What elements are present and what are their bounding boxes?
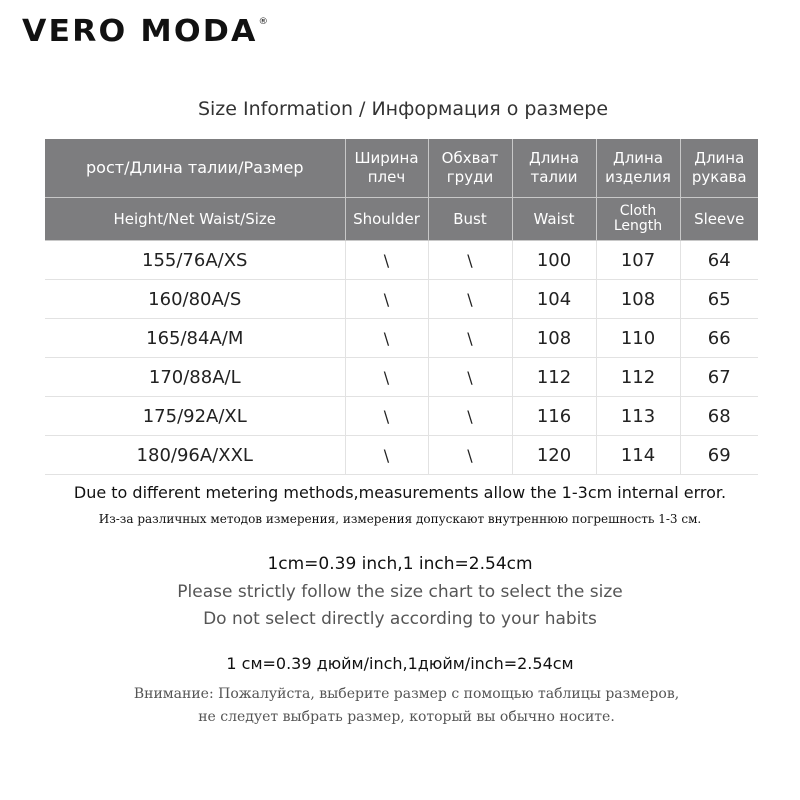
habits-note: Do not select directly according to your habits: [203, 609, 597, 629]
cell-bust: \: [428, 358, 512, 397]
cell-sleeve: 68: [680, 397, 758, 436]
cell-sleeve: 66: [680, 319, 758, 358]
attention-note-line2: не следует выбрать размер, который вы обычно носите.: [198, 709, 615, 725]
header-ru-size: рост/Длина талии/Размер: [45, 139, 345, 198]
cell-size: 165/84A/M: [45, 319, 345, 358]
cell-bust: \: [428, 397, 512, 436]
cell-sleeve: 65: [680, 280, 758, 319]
cell-bust: \: [428, 241, 512, 280]
cell-shoulder: \: [345, 319, 428, 358]
cell-waist: 120: [512, 436, 596, 475]
table-row: [45, 358, 758, 397]
table-row: [45, 436, 758, 475]
conversion-note-en: 1cm=0.39 inch,1 inch=2.54cm: [267, 554, 533, 574]
cell-size: 155/76A/XS: [45, 241, 345, 280]
cell-size: 170/88A/L: [45, 358, 345, 397]
cell-length: 108: [596, 280, 680, 319]
cell-sleeve: 69: [680, 436, 758, 475]
cell-shoulder: \: [345, 280, 428, 319]
cell-waist: 100: [512, 241, 596, 280]
cell-bust: \: [428, 436, 512, 475]
header-ru-waist: Длина талии: [512, 139, 596, 198]
cell-shoulder: \: [345, 241, 428, 280]
cell-waist: 108: [512, 319, 596, 358]
cell-length: 113: [596, 397, 680, 436]
cell-shoulder: \: [345, 436, 428, 475]
conversion-note-ru: 1 см=0.39 дюйм/inch,1дюйм/inch=2.54см: [226, 654, 574, 673]
cell-waist: 104: [512, 280, 596, 319]
cell-sleeve: 64: [680, 241, 758, 280]
header-ru-sleeve: Длина рукава: [680, 139, 758, 198]
header-en-shoulder: Shoulder: [345, 198, 428, 241]
follow-size-chart-note: Please strictly follow the size chart to select the size: [177, 582, 623, 602]
error-note-en: Due to different metering methods,measurements allow the 1-3cm internal error.: [73, 483, 727, 502]
cell-bust: \: [428, 280, 512, 319]
table-row: [45, 280, 758, 319]
error-note-ru: Из-за различных методов измерения, измерения допускают внутреннюю погрешность 1-3 см.: [98, 512, 702, 526]
cell-length: 110: [596, 319, 680, 358]
header-ru-shoulder: Ширина плеч: [345, 139, 428, 198]
cell-bust: \: [428, 319, 512, 358]
table-row: [45, 319, 758, 358]
cell-size: 175/92A/XL: [45, 397, 345, 436]
attention-note-line1: Внимание: Пожалуйста, выберите размер с помощью таблицы размеров,: [133, 686, 680, 702]
page-title: Size Information / Информация о размере: [197, 98, 609, 120]
cell-shoulder: \: [345, 358, 428, 397]
cell-length: 107: [596, 241, 680, 280]
header-en-bust: Bust: [428, 198, 512, 241]
header-en-size: Height/Net Waist/Size: [45, 198, 345, 241]
header-ru-length: Длина изделия: [596, 139, 680, 198]
table-row: [45, 241, 758, 280]
cell-size: 160/80A/S: [45, 280, 345, 319]
header-en-waist: Waist: [512, 198, 596, 241]
cell-size: 180/96A/XXL: [45, 436, 345, 475]
cell-length: 114: [596, 436, 680, 475]
cell-waist: 112: [512, 358, 596, 397]
header-en-sleeve: Sleeve: [680, 198, 758, 241]
size-table: [45, 139, 758, 475]
registered-mark: ®: [258, 17, 268, 27]
cell-sleeve: 67: [680, 358, 758, 397]
logo-text: VERO MODA: [22, 14, 258, 49]
cell-waist: 116: [512, 397, 596, 436]
header-en-length: Cloth Length: [596, 198, 680, 241]
table-row: [45, 397, 758, 436]
header-ru-bust: Обхват груди: [428, 139, 512, 198]
table-header-row-en: [45, 198, 758, 241]
cell-length: 112: [596, 358, 680, 397]
cell-shoulder: \: [345, 397, 428, 436]
brand-logo: [22, 14, 268, 49]
table-header-row-ru: [45, 139, 758, 198]
